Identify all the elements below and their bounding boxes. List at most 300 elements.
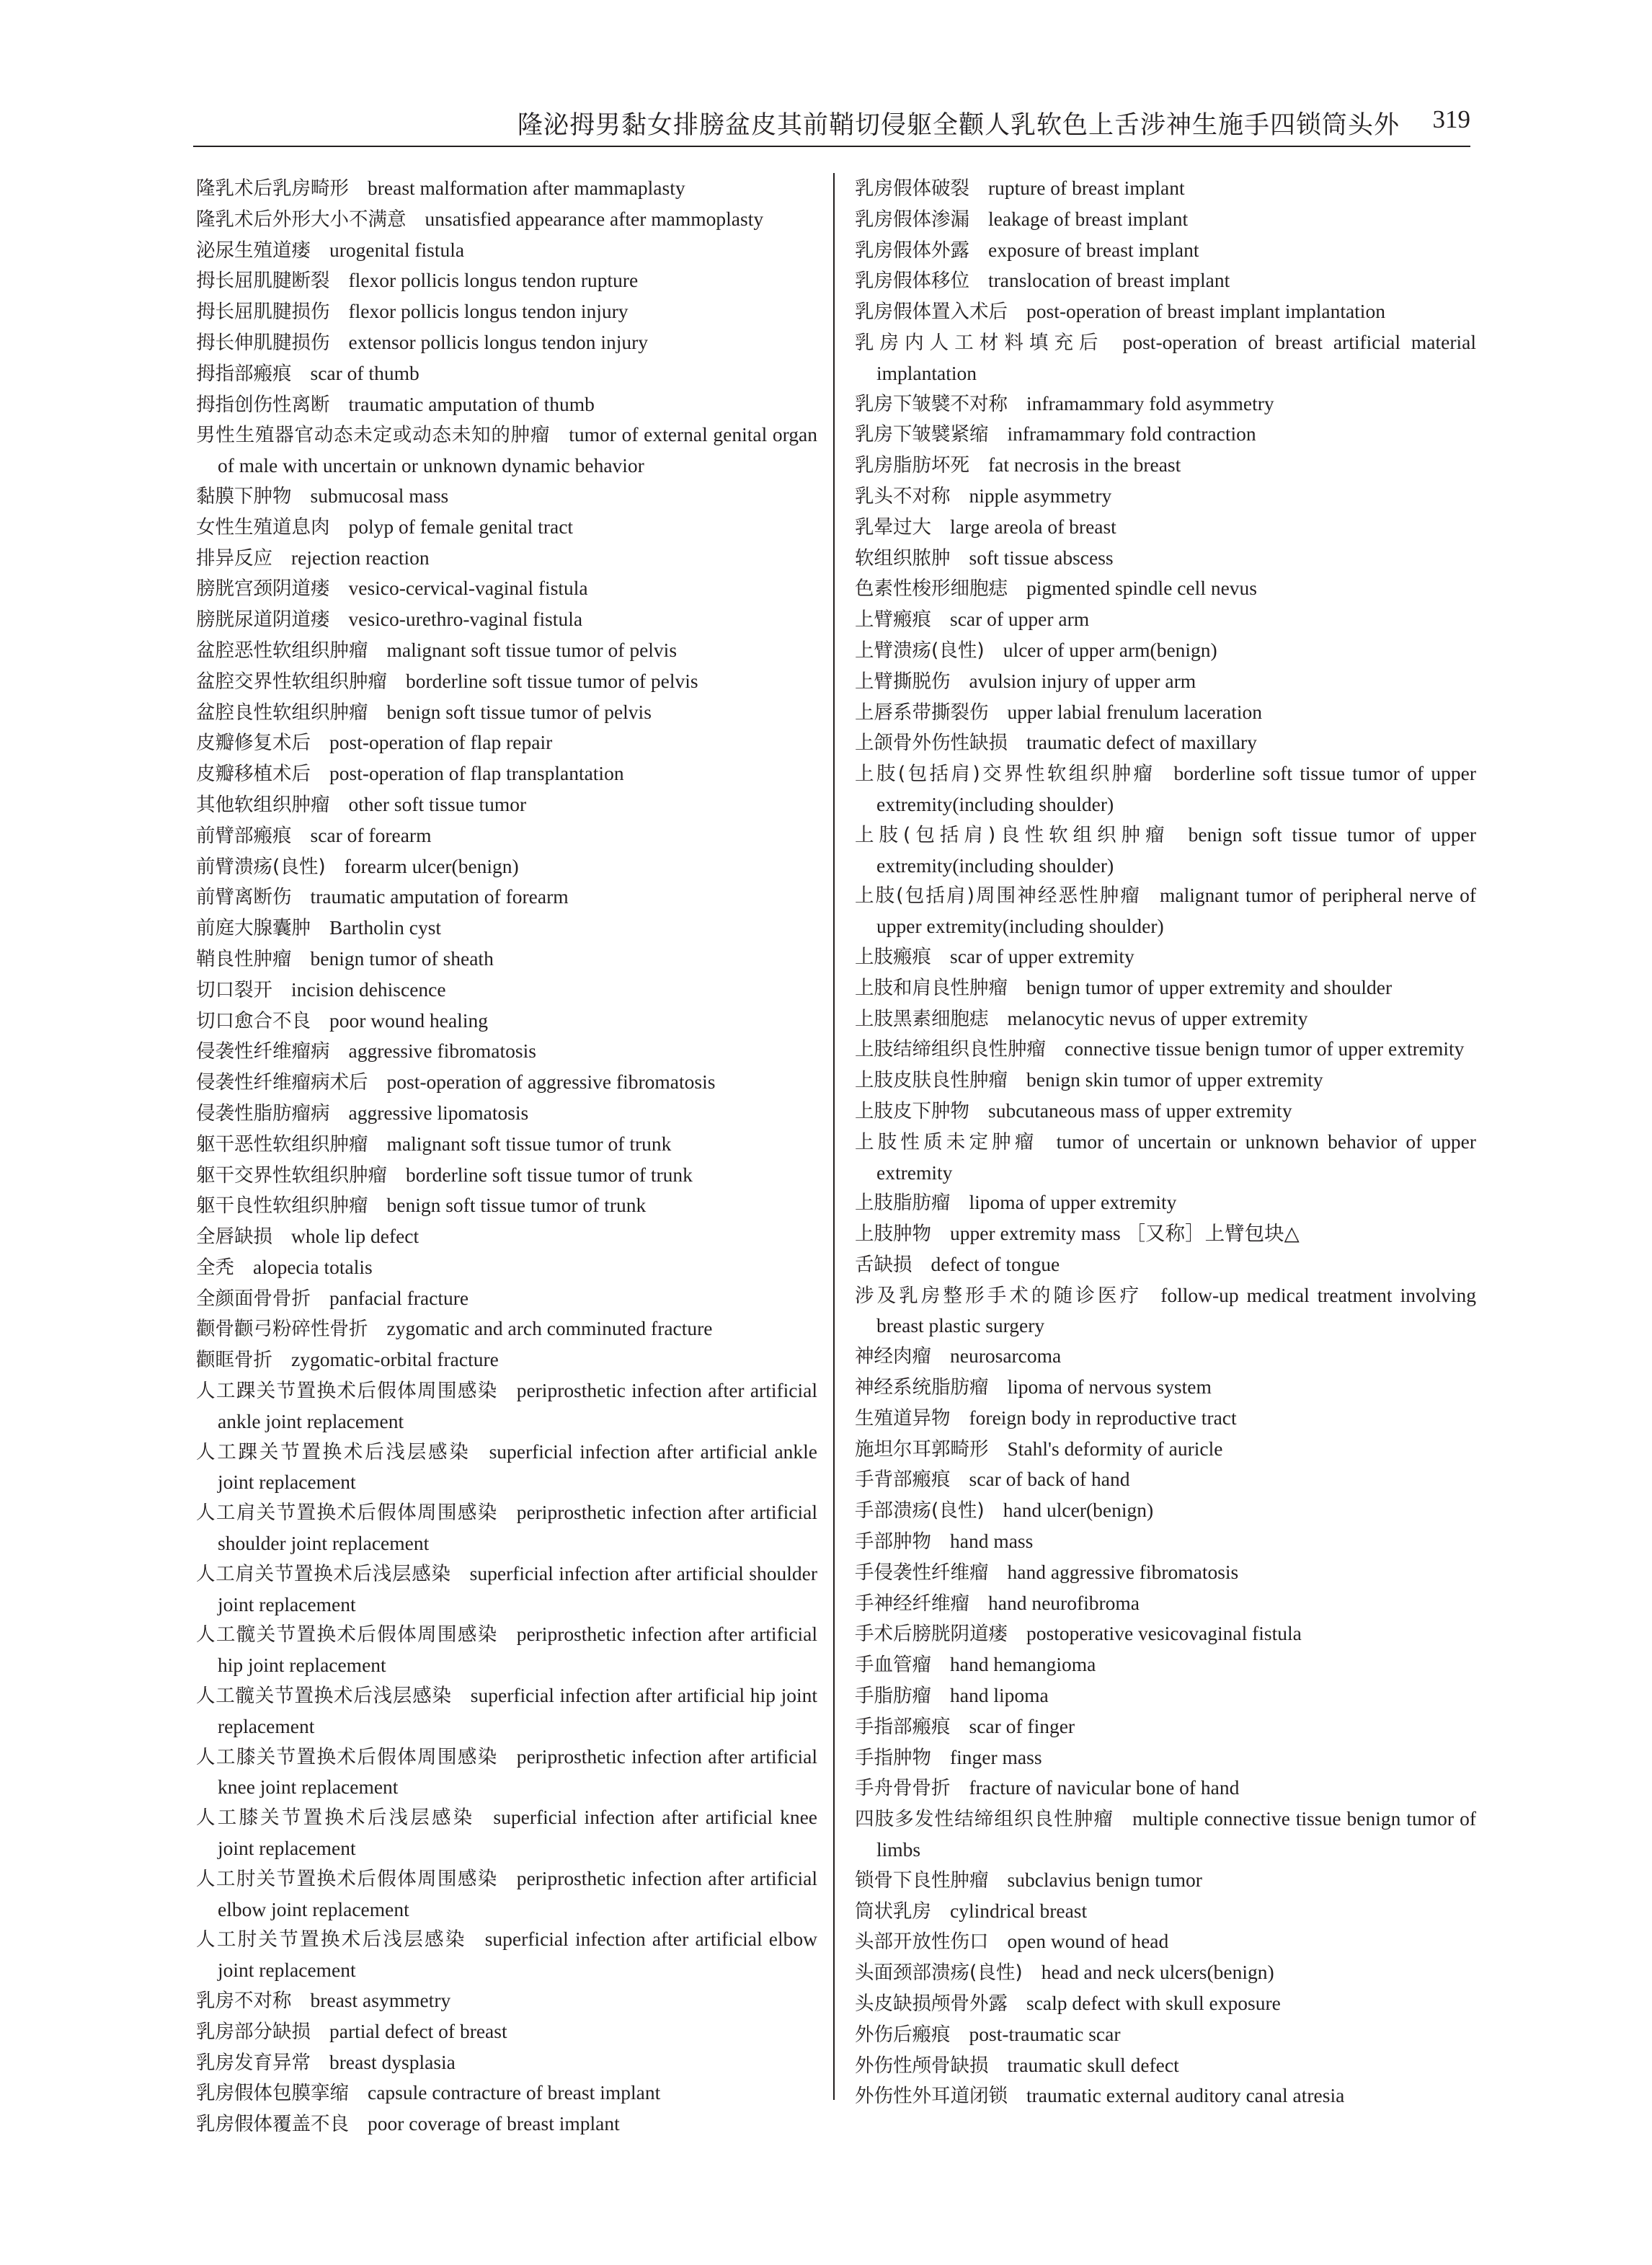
term-chinese: 乳房部分缺损 [196, 2020, 311, 2043]
term-entry [855, 1773, 1476, 1804]
term-entry [855, 1804, 1476, 1865]
term-english: finger mass [950, 1745, 1042, 1768]
term-chinese: 颧骨颧弓粉碎性骨折 [196, 1318, 368, 1341]
term-chinese: 皮瓣修复术后 [196, 732, 311, 755]
term-entry [855, 1341, 1476, 1372]
term-chinese: 黏膜下肿物 [196, 484, 292, 507]
term-chinese: 生殖道异物 [855, 1406, 951, 1430]
term-chinese: 上臂撕脱伤 [855, 670, 951, 693]
term-english: benign tumor of upper extremity and shoulder [1026, 975, 1393, 998]
term-entry [855, 481, 1476, 512]
term-chinese: 前臂部瘢痕 [196, 824, 292, 847]
term-english: flexor pollicis longus tendon rupture [348, 269, 639, 292]
term-chinese: 人工肘关节置换术后浅层感染 [196, 1928, 466, 1951]
term-english: periprosthetic infection after artificial knee joint replacement [218, 1745, 817, 1799]
term-english: scar of thumb [310, 361, 419, 384]
term-chinese: 乳头不对称 [855, 484, 951, 507]
term-chinese: 隆乳术后乳房畸形 [196, 177, 349, 200]
left-column [196, 173, 817, 2140]
term-english: superficial infection after artificial ankle joint replacement [218, 1440, 818, 1494]
term-english: borderline soft tissue tumor of trunk [406, 1163, 693, 1186]
term-entry [855, 1464, 1476, 1495]
term-english: foreign body in reproductive tract [969, 1406, 1237, 1429]
term-chinese: 外伤性颅骨缺损 [855, 2054, 989, 2077]
term-chinese: 上肢和肩良性肿瘤 [855, 976, 1008, 999]
term-chinese: 外伤后瘢痕 [855, 2023, 951, 2046]
term-entry [855, 1680, 1476, 1711]
term-english: Bartholin cyst [329, 916, 442, 939]
term-entry [855, 880, 1476, 941]
term-english: lipoma of upper extremity [969, 1191, 1177, 1214]
term-entry [196, 975, 817, 1006]
term-chinese: 乳房不对称 [196, 1990, 292, 2013]
term-english: hand lipoma [950, 1684, 1049, 1707]
term-english: breast malformation after mammaplasty [368, 177, 685, 199]
term-chinese: 乳房发育异常 [196, 2051, 311, 2074]
term-english: Stahl's deformity of auricle [1007, 1437, 1223, 1460]
term-english: defect of tongue [931, 1252, 1060, 1275]
term-chinese: 神经肉瘤 [855, 1345, 931, 1368]
term-chinese: 乳房假体渗漏 [855, 208, 969, 231]
term-chinese: 乳房假体外露 [855, 239, 969, 262]
page-header [193, 102, 1470, 143]
term-english: rejection reaction [291, 546, 430, 569]
term-entry [855, 1034, 1476, 1065]
term-english: traumatic external auditory canal atresia [1026, 2084, 1345, 2107]
term-chinese: 上肢(包括肩)良性软组织肿瘤 [855, 823, 1170, 846]
term-english: cylindrical breast [950, 1899, 1088, 1922]
term-chinese: 前臂溃疡(良性) [196, 855, 326, 878]
term-english: flexor pollicis longus tendon injury [348, 300, 629, 323]
term-english: multiple connective tissue benign tumor of limbs [876, 1807, 1476, 1861]
term-chinese: 乳晕过大 [855, 515, 931, 538]
term-entry [196, 2016, 817, 2047]
term-entry [855, 666, 1476, 697]
term-english: melanocytic nevus of upper extremity [1007, 1006, 1308, 1029]
term-english: fracture of navicular bone of hand [969, 1776, 1240, 1799]
term-english: vesico-urethro-vaginal fistula [348, 608, 583, 631]
term-entry [196, 1437, 817, 1498]
term-english: periprosthetic infection after artificial elbow joint replacement [218, 1866, 817, 1920]
term-entry [196, 573, 817, 604]
term-entry [855, 2050, 1476, 2081]
term-entry [855, 1926, 1476, 1957]
term-english: postoperative vesicovaginal fistula [1026, 1622, 1302, 1645]
term-entry [855, 204, 1476, 235]
term-entry [855, 1249, 1476, 1280]
term-entry [196, 235, 817, 266]
term-chinese: 手舟骨骨折 [855, 1777, 951, 1800]
term-english: forearm ulcer(benign) [344, 854, 519, 877]
term-chinese: 躯干良性软组织肿瘤 [196, 1194, 368, 1218]
term-entry [855, 389, 1476, 420]
term-english: benign tumor of sheath [310, 947, 494, 970]
term-entry [196, 2109, 817, 2140]
term-entry [855, 727, 1476, 758]
term-english: superficial infection after artificial knee joint replacement [218, 1806, 818, 1860]
term-chinese: 侵袭性纤维瘤病术后 [196, 1071, 368, 1094]
term-chinese: 乳房假体移位 [855, 270, 969, 293]
term-chinese: 锁骨下良性肿瘤 [855, 1869, 989, 1892]
term-english: hand hemangioma [950, 1653, 1096, 1676]
term-english: other soft tissue tumor [348, 792, 527, 815]
term-entry [855, 1557, 1476, 1588]
term-chinese: 排异反应 [196, 546, 272, 569]
term-chinese: 切口裂开 [196, 978, 272, 1001]
term-chinese: 上肢皮下肿物 [855, 1099, 969, 1122]
term-entry [196, 1098, 817, 1129]
term-entry [855, 1742, 1476, 1773]
term-english: head and neck ulcers(benign) [1041, 1961, 1274, 1984]
term-chinese: 乳房脂肪坏死 [855, 454, 969, 477]
term-chinese: 筒状乳房 [855, 1900, 931, 1923]
term-entry [196, 389, 817, 420]
term-entry [196, 697, 817, 728]
term-english: avulsion injury of upper arm [969, 669, 1196, 692]
running-head: 隆泌拇男黏女排膀盆皮其前鞘切侵躯全颧人乳软色上舌涉神生施手四锁筒头外 [517, 111, 1400, 139]
term-entry [196, 1619, 817, 1680]
term-entry [196, 1036, 817, 1067]
term-english: open wound of head [1007, 1930, 1169, 1953]
term-chinese: 手侵袭性纤维瘤 [855, 1561, 989, 1584]
term-english: scar of upper arm [950, 608, 1090, 631]
term-english: benign soft tissue tumor of upper extremity(including shoulder) [876, 823, 1476, 877]
term-entry [196, 1375, 817, 1437]
term-entry [196, 543, 817, 574]
term-entry [855, 941, 1476, 972]
term-entry [196, 1006, 817, 1037]
term-chinese: 手背部瘢痕 [855, 1468, 951, 1491]
term-entry [855, 1003, 1476, 1034]
term-entry [196, 173, 817, 204]
term-chinese: 女性生殖道息肉 [196, 515, 330, 538]
term-english: subcutaneous mass of upper extremity [988, 1099, 1292, 1122]
term-entry [855, 1896, 1476, 1927]
term-chinese: 膀胱尿道阴道瘘 [196, 608, 330, 631]
term-english: inframammary fold asymmetry [1026, 391, 1274, 415]
term-english: aggressive fibromatosis [348, 1040, 536, 1063]
term-chinese: 上臂瘢痕 [855, 608, 931, 631]
term-english: poor coverage of breast implant [368, 2112, 620, 2135]
term-entry [855, 1865, 1476, 1896]
term-chinese: 拇指部瘢痕 [196, 362, 292, 385]
term-english: tumor of external genital organ of male with uncertain or unknown dynamic behavior [218, 423, 817, 477]
term-english: superficial infection after artificial shoulder joint replacement [218, 1561, 817, 1615]
term-entry [855, 1649, 1476, 1680]
term-chinese: 外伤性外耳道闭锁 [855, 2085, 1008, 2108]
term-entry [196, 1160, 817, 1191]
term-english: superficial infection after artificial elbow joint replacement [218, 1928, 817, 1982]
term-chinese: 头面颈部溃疡(良性) [855, 1962, 1023, 1985]
term-entry [196, 913, 817, 944]
term-chinese: 全颜面骨骨折 [196, 1287, 311, 1310]
term-chinese: 上肢皮肤良性肿瘤 [855, 1069, 1008, 1092]
term-chinese: 手部肿物 [855, 1530, 931, 1553]
term-english: subclavius benign tumor [1007, 1868, 1202, 1891]
term-chinese: 上颌骨外伤性缺损 [855, 732, 1008, 755]
term-english: post-operation of breast implant implantation [1026, 300, 1385, 323]
term-entry [855, 1096, 1476, 1127]
term-entry [196, 2047, 817, 2078]
term-chinese: 人工肘关节置换术后假体周围感染 [196, 1867, 498, 1890]
term-chinese: 全唇缺损 [196, 1225, 272, 1249]
term-entry [196, 1802, 817, 1863]
term-entry [855, 1280, 1476, 1342]
term-entry [855, 1988, 1476, 2019]
term-chinese: 前臂离断伤 [196, 886, 292, 909]
term-english: hand mass [950, 1530, 1034, 1553]
term-chinese: 人工髋关节置换术后浅层感染 [196, 1685, 452, 1708]
term-chinese: 躯干交界性软组织肿瘤 [196, 1163, 387, 1187]
term-english: extensor pollicis longus tendon injury [348, 330, 649, 353]
term-chinese: 上肢结缔组织良性肿瘤 [855, 1038, 1046, 1061]
term-english: nipple asymmetry [969, 484, 1112, 507]
term-chinese: 乳房假体破裂 [855, 177, 969, 200]
term-english: borderline soft tissue tumor of pelvis [406, 669, 698, 692]
term-chinese: 乳房内人工材料填充后 [855, 331, 1104, 354]
term-chinese: 上肢肿物 [855, 1223, 931, 1246]
term-chinese: 颧眶骨折 [196, 1349, 272, 1372]
term-entry [855, 1403, 1476, 1434]
term-chinese: 鞘良性肿瘤 [196, 947, 292, 970]
term-chinese: 人工踝关节置换术后假体周围感染 [196, 1380, 498, 1403]
term-entry [855, 1434, 1476, 1465]
term-chinese: 四肢多发性结缔组织良性肿瘤 [855, 1808, 1114, 1831]
term-english: upper labial frenulum laceration [1007, 700, 1263, 723]
term-english: scar of forearm [310, 823, 432, 846]
term-chinese: 拇长屈肌腱损伤 [196, 301, 330, 324]
term-chinese: 头皮缺损颅骨外露 [855, 1993, 1008, 2016]
term-chinese: 盆腔交界性软组织肿瘤 [196, 670, 387, 693]
term-chinese: 手指部瘢痕 [855, 1715, 951, 1738]
term-english: benign skin tumor of upper extremity [1026, 1068, 1323, 1091]
term-entry [855, 1372, 1476, 1403]
term-entry [196, 789, 817, 820]
term-entry [855, 265, 1476, 296]
term-entry [855, 1526, 1476, 1557]
term-chinese: 乳房下皱襞不对称 [855, 392, 1008, 415]
term-chinese: 神经系统脂肪瘤 [855, 1376, 989, 1399]
term-english: borderline soft tissue tumor of upper extremity(including shoulder) [876, 762, 1477, 815]
term-entry [855, 758, 1476, 820]
term-chinese: 乳房假体覆盖不良 [196, 2113, 349, 2136]
term-entry [196, 851, 817, 882]
term-english: lipoma of nervous system [1007, 1375, 1212, 1399]
term-chinese: 人工踝关节置换术后浅层感染 [196, 1440, 471, 1463]
term-entry [196, 1559, 817, 1620]
term-entry [196, 420, 817, 481]
term-english: traumatic defect of maxillary [1026, 731, 1257, 754]
term-chinese: 其他软组织肿瘤 [196, 793, 330, 816]
term-entry [855, 450, 1476, 481]
term-chinese: 盆腔恶性软组织肿瘤 [196, 639, 368, 662]
term-entry [196, 1924, 817, 1985]
term-english: malignant soft tissue tumor of pelvis [386, 638, 678, 661]
term-entry [196, 204, 817, 235]
term-entry [855, 173, 1476, 204]
term-english: malignant tumor of peripheral nerve of upper extremity(including shoulder) [876, 884, 1476, 938]
term-english: traumatic skull defect [1007, 2053, 1179, 2076]
term-chinese: 上肢(包括肩)周围神经恶性肿瘤 [855, 885, 1141, 908]
term-english: aggressive lipomatosis [348, 1101, 529, 1124]
term-entry [196, 758, 817, 789]
term-english: large areola of breast [950, 515, 1116, 538]
term-english: superficial infection after artificial hip joint replacement [218, 1684, 817, 1737]
term-entry [855, 1065, 1476, 1096]
term-entry [196, 1985, 817, 2016]
term-entry [196, 1283, 817, 1314]
term-entry [196, 944, 817, 975]
term-entry [855, 1711, 1476, 1742]
term-english: whole lip defect [291, 1225, 419, 1248]
term-english: benign soft tissue tumor of trunk [386, 1194, 647, 1217]
term-chinese: 上肢瘢痕 [855, 945, 931, 968]
term-entry [855, 2080, 1476, 2111]
term-english: incision dehiscence [291, 978, 446, 1001]
term-entry [196, 820, 817, 851]
term-entry [196, 1067, 817, 1098]
term-english: pigmented spindle cell nevus [1026, 577, 1257, 600]
term-chinese: 手神经纤维瘤 [855, 1592, 969, 1615]
term-chinese: 上唇系带撕裂伤 [855, 701, 989, 724]
term-chinese: 全秃 [196, 1256, 234, 1279]
term-chinese: 躯干恶性软组织肿瘤 [196, 1132, 368, 1156]
term-chinese: 上臂溃疡(良性) [855, 639, 985, 662]
term-english: scar of back of hand [969, 1468, 1130, 1491]
term-entry [196, 512, 817, 543]
term-english: malignant soft tissue tumor of trunk [386, 1132, 672, 1155]
term-entry [196, 481, 817, 512]
column-divider [833, 173, 835, 2100]
term-chinese: 手指肿物 [855, 1746, 931, 1769]
term-english: translocation of breast implant [988, 269, 1230, 292]
term-chinese: 乳房下皱襞紧缩 [855, 423, 989, 446]
term-entry [855, 1187, 1476, 1218]
term-chinese: 泌尿生殖道瘘 [196, 239, 311, 262]
term-english: connective tissue benign tumor of upper extremity [1065, 1037, 1465, 1060]
term-english: panfacial fracture [329, 1286, 469, 1309]
term-english: tumor of uncertain or unknown behavior of upper extremity [876, 1130, 1477, 1184]
term-entry [855, 2019, 1476, 2050]
term-english: follow-up medical treatment involving breast plastic surgery [876, 1283, 1476, 1337]
term-entry [855, 543, 1476, 574]
term-entry [855, 1588, 1476, 1619]
term-english: hand neurofibroma [988, 1591, 1140, 1614]
term-english: unsatisfied appearance after mammoplasty [425, 207, 764, 230]
term-english: benign soft tissue tumor of pelvis [386, 700, 652, 723]
term-entry [196, 727, 817, 758]
term-entry [196, 1221, 817, 1252]
term-chinese: 人工膝关节置换术后假体周围感染 [196, 1745, 498, 1768]
term-english: rupture of breast implant [988, 177, 1185, 199]
term-entry [855, 512, 1476, 543]
term-chinese: 切口愈合不良 [196, 1009, 311, 1032]
term-chinese: 手术后膀胱阴道瘘 [855, 1623, 1008, 1646]
term-english: inframammary fold contraction [1007, 422, 1256, 446]
term-chinese: 上肢脂肪瘤 [855, 1192, 951, 1215]
term-chinese: 盆腔良性软组织肿瘤 [196, 701, 368, 724]
term-english: soft tissue abscess [969, 546, 1114, 569]
term-entry [855, 697, 1476, 728]
term-chinese: 施坦尔耳郭畸形 [855, 1437, 989, 1460]
term-entry [855, 1495, 1476, 1526]
term-chinese: 色素性梭形细胞痣 [855, 577, 1008, 600]
term-english: zygomatic and arch comminuted fracture [386, 1317, 713, 1340]
term-chinese: 上肢黑素细胞痣 [855, 1007, 989, 1030]
header-rule [193, 146, 1470, 147]
term-english: periprosthetic infection after artificial ankle joint replacement [218, 1379, 817, 1432]
term-english: ulcer of upper arm(benign) [1003, 638, 1217, 661]
term-chinese: 膀胱宫颈阴道瘘 [196, 577, 330, 600]
term-english: alopecia totalis [253, 1255, 373, 1278]
term-english: breast asymmetry [310, 1989, 451, 2012]
term-chinese: 人工髋关节置换术后假体周围感染 [196, 1623, 498, 1646]
term-entry [196, 1742, 817, 1803]
term-chinese: 乳房假体包膜挛缩 [196, 2082, 349, 2105]
term-english: scar of finger [969, 1714, 1075, 1737]
term-english: scar of upper extremity [950, 944, 1134, 967]
term-entry [855, 820, 1476, 881]
term-entry [196, 358, 817, 389]
term-english: upper extremity mass ［又称］上臂包块△ [950, 1222, 1300, 1245]
term-english: urogenital fistula [329, 238, 465, 261]
term-chinese: 人工膝关节置换术后浅层感染 [196, 1807, 475, 1830]
term-chinese: 涉及乳房整形手术的随诊医疗 [855, 1284, 1142, 1307]
term-english: polyp of female genital tract [348, 515, 574, 538]
term-chinese: 隆乳术后外形大小不满意 [196, 208, 407, 231]
term-entry [855, 296, 1476, 327]
term-entry [196, 265, 817, 296]
term-entry [855, 235, 1476, 266]
term-entry [855, 419, 1476, 450]
term-entry [196, 296, 817, 327]
term-english: zygomatic-orbital fracture [291, 1348, 499, 1371]
term-chinese: 手脂肪瘤 [855, 1685, 931, 1708]
term-entry [196, 882, 817, 913]
term-english: periprosthetic infection after artificial shoulder joint replacement [218, 1501, 817, 1555]
term-chinese: 侵袭性脂肪瘤病 [196, 1102, 330, 1125]
term-chinese: 人工肩关节置换术后浅层感染 [196, 1562, 451, 1585]
term-entry [196, 2078, 817, 2109]
term-english: partial defect of breast [329, 2019, 507, 2042]
term-english: leakage of breast implant [988, 207, 1189, 230]
term-entry [855, 972, 1476, 1003]
term-english: scalp defect with skull exposure [1026, 1992, 1281, 2015]
term-english: vesico-cervical-vaginal fistula [348, 577, 588, 600]
term-entry [855, 604, 1476, 635]
term-entry [855, 1218, 1476, 1249]
term-entry [196, 604, 817, 635]
term-english: breast dysplasia [329, 2050, 456, 2073]
term-entry [196, 1497, 817, 1559]
term-chinese: 乳房假体置入术后 [855, 301, 1008, 324]
term-english: post-operation of flap transplantation [329, 762, 624, 785]
term-english: submucosal mass [310, 484, 449, 507]
term-english: periprosthetic infection after artificial hip joint replacement [218, 1623, 817, 1677]
term-english: fat necrosis in the breast [988, 453, 1181, 477]
term-english: traumatic amputation of forearm [310, 885, 569, 908]
term-chinese: 头部开放性伤口 [855, 1931, 989, 1954]
term-english: post-traumatic scar [969, 2022, 1121, 2045]
term-chinese: 男性生殖器官动态未定或动态未知的肿瘤 [196, 424, 551, 447]
page-number: 319 [1432, 105, 1470, 133]
term-entry [196, 635, 817, 666]
term-english: neurosarcoma [950, 1344, 1062, 1368]
term-entry [855, 573, 1476, 604]
term-entry [855, 635, 1476, 666]
term-entry [196, 1252, 817, 1283]
term-chinese: 拇指创伤性离断 [196, 393, 330, 416]
